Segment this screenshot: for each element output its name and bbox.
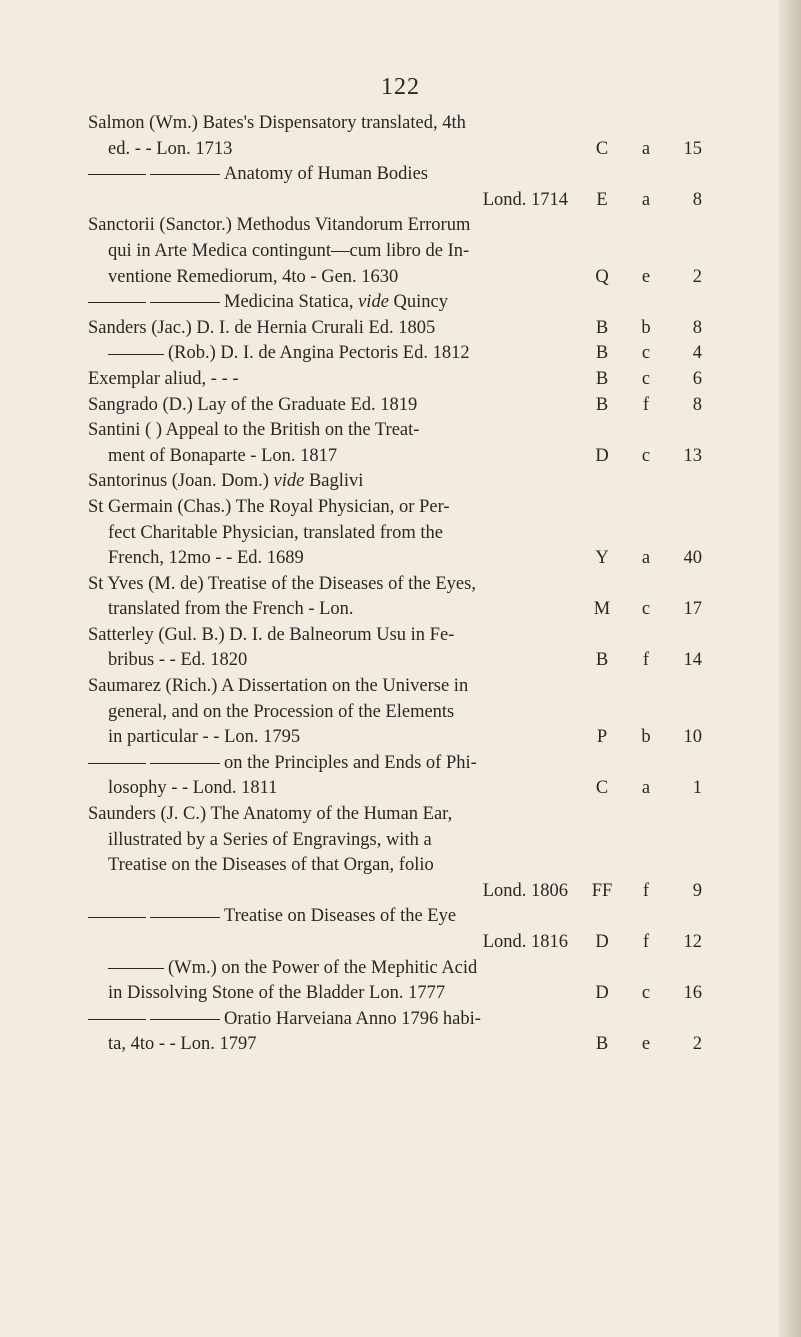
entry-text: (Rob.) D. I. de Angina Pectoris Ed. 1812 <box>168 343 470 364</box>
shelf-code: a <box>641 548 651 569</box>
catalogue-line <box>0 162 801 188</box>
entry-text: Santorinus (Joan. Dom.) vide Baglivi <box>88 471 364 492</box>
shelf-code: 1 <box>692 778 702 799</box>
shelf-code: 8 <box>692 189 702 210</box>
entry-text: Sangrado (D.) Lay of the Graduate Ed. 1819 <box>88 394 418 415</box>
entry-text: on the Principles and Ends of Phi- <box>224 752 477 773</box>
catalogue-line <box>0 1007 801 1033</box>
shelf-code: 13 <box>683 445 702 466</box>
shelf-code: 16 <box>683 983 702 1004</box>
shelf-code: c <box>641 599 651 620</box>
shelf-code: 4 <box>692 343 702 364</box>
entry-text: general, and on the Procession of the Elements <box>108 701 455 722</box>
ditto-dashes <box>108 956 477 982</box>
shelf-code: 2 <box>692 1034 702 1055</box>
catalogue-line <box>0 521 801 547</box>
entry-text: French, 12mo - - Ed. 1689 <box>108 548 304 569</box>
entry-text: Satterley (Gul. B.) D. I. de Balneorum Usu in Fe- <box>88 624 455 645</box>
shelf-code: f <box>642 394 650 415</box>
catalogue-line <box>0 213 801 239</box>
ditto-dash <box>150 763 220 764</box>
entry-text: ventione Remediorum, 4to - Gen. 1630 <box>108 266 399 287</box>
catalogue-line <box>0 239 801 265</box>
catalogue-line <box>0 341 801 367</box>
shelf-code: 10 <box>683 727 702 748</box>
entry-text: ment of Bonaparte - Lon. 1817 <box>108 445 338 466</box>
ditto-dashes <box>88 162 428 188</box>
catalogue-line <box>0 265 801 291</box>
catalogue-line <box>0 776 801 802</box>
shelf-code: FF <box>591 880 613 901</box>
entry-text: ta, 4to - - Lon. 1797 <box>108 1034 257 1055</box>
entry-text: Medicina Statica, vide Quincy <box>224 292 448 313</box>
shelf-code: 9 <box>692 880 702 901</box>
ditto-dash <box>150 917 220 918</box>
catalogue-entries <box>0 111 801 1058</box>
ditto-dash <box>150 1019 220 1020</box>
entry-text: Saumarez (Rich.) A Dissertation on the Universe in <box>88 676 469 697</box>
entry-text: losophy - - Lond. 1811 <box>108 778 278 799</box>
ditto-dashes <box>108 341 470 367</box>
ditto-dashes <box>88 751 477 777</box>
catalogue-line <box>0 981 801 1007</box>
entry-text: Sanctorii (Sanctor.) Methodus Vitandorum Errorum <box>88 215 471 236</box>
shelf-code: f <box>642 650 650 671</box>
catalogue-line <box>0 802 801 828</box>
ditto-dash <box>88 763 146 764</box>
entry-text: St Germain (Chas.) The Royal Physician, or Per- <box>88 496 450 517</box>
catalogue-line <box>0 572 801 598</box>
shelf-code: c <box>641 343 651 364</box>
entry-text: Treatise on the Diseases of that Organ, folio <box>108 855 434 876</box>
shelf-code: c <box>641 368 651 389</box>
entry-text: ed. - - Lon. 1713 <box>108 138 233 159</box>
catalogue-line <box>0 188 801 214</box>
catalogue-line <box>0 879 801 905</box>
ditto-dashes <box>88 290 448 316</box>
catalogue-line <box>0 111 801 137</box>
ditto-dash <box>150 302 220 303</box>
shelf-code: b <box>641 317 651 338</box>
entry-text: in Dissolving Stone of the Bladder Lon. 1777 <box>108 983 446 1004</box>
shelf-code: B <box>595 1034 609 1055</box>
entry-text: Santini ( ) Appeal to the British on the Treat- <box>88 420 420 441</box>
entry-text: Treatise on Diseases of the Eye <box>224 906 457 927</box>
entry-text: Anatomy of Human Bodies <box>224 164 428 185</box>
entry-text: Lond. 1816 <box>482 932 568 952</box>
entry-text: (Wm.) on the Power of the Mephitic Acid <box>168 957 478 978</box>
entry-text: Saunders (J. C.) The Anatomy of the Human Ear, <box>88 804 453 825</box>
entry-text: Salmon (Wm.) Bates's Dispensatory translated, 4th <box>88 113 466 133</box>
ditto-dash <box>88 1019 146 1020</box>
ditto-dash <box>88 917 146 918</box>
shelf-code: 2 <box>692 266 702 287</box>
shelf-code: 12 <box>683 932 702 952</box>
entry-text: Exemplar aliud, - - - <box>88 368 239 389</box>
shelf-code: b <box>641 727 651 748</box>
shelf-code: B <box>595 317 609 338</box>
catalogue-line <box>0 674 801 700</box>
shelf-code: c <box>641 445 651 466</box>
catalogue-line <box>0 930 801 956</box>
entry-text: qui in Arte Medica contingunt—cum libro de In- <box>108 240 470 261</box>
entry-text: Sanders (Jac.) D. I. de Hernia Crurali Ed. 1805 <box>88 317 436 338</box>
shelf-code: 8 <box>692 394 702 415</box>
ditto-dash <box>88 174 146 175</box>
shelf-code: f <box>642 880 650 901</box>
shelf-code: Y <box>595 548 609 569</box>
ditto-dashes <box>88 904 456 930</box>
ditto-dash <box>88 302 146 303</box>
shelf-code: c <box>641 983 651 1004</box>
ditto-dash <box>108 968 164 969</box>
entry-text: bribus - - Ed. 1820 <box>108 650 248 671</box>
catalogue-line <box>0 367 801 393</box>
entry-text: St Yves (M. de) Treatise of the Diseases of the Eyes, <box>88 573 476 594</box>
ditto-dash <box>150 174 220 175</box>
entry-text: Oratio Harveiana Anno 1796 habi- <box>224 1008 481 1029</box>
entry-text: in particular - - Lon. 1795 <box>108 727 301 748</box>
catalogue-line <box>0 648 801 674</box>
catalogue-line <box>0 1032 801 1058</box>
shelf-code: e <box>641 1034 651 1055</box>
catalogue-line <box>0 725 801 751</box>
catalogue-line <box>0 495 801 521</box>
shelf-code: P <box>596 727 608 748</box>
shelf-code: 40 <box>683 548 702 569</box>
shelf-code: M <box>593 599 611 620</box>
shelf-code: B <box>595 650 609 671</box>
entry-text: fect Charitable Physician, translated from the <box>108 522 443 543</box>
shelf-code: B <box>595 343 609 364</box>
entry-text: translated from the French - Lon. <box>108 599 354 620</box>
catalogue-line <box>0 956 801 982</box>
entry-text: Lond. 1714 <box>482 189 568 210</box>
shelf-code: B <box>595 368 609 389</box>
catalogue-line <box>0 290 801 316</box>
catalogue-line <box>0 546 801 572</box>
shelf-code: Q <box>595 266 609 287</box>
catalogue-line <box>0 393 801 419</box>
catalogue-line <box>0 700 801 726</box>
shelf-code: D <box>595 983 609 1004</box>
catalogue-line <box>0 828 801 854</box>
shelf-code: 8 <box>692 317 702 338</box>
catalogue-line <box>0 597 801 623</box>
catalogue-line <box>0 904 801 930</box>
catalogue-line <box>0 418 801 444</box>
shelf-code: 14 <box>683 650 702 671</box>
catalogue-line <box>0 316 801 342</box>
shelf-code: 15 <box>683 138 702 159</box>
shelf-code: a <box>641 778 651 799</box>
shelf-code: f <box>642 932 650 952</box>
shelf-code: B <box>595 394 609 415</box>
entry-text: Lond. 1806 <box>482 880 568 901</box>
catalogue-line <box>0 444 801 470</box>
shelf-code: D <box>595 445 609 466</box>
catalogue-line <box>0 751 801 777</box>
shelf-code: 6 <box>692 368 702 389</box>
entry-text: illustrated by a Series of Engravings, with a <box>108 829 432 850</box>
catalogue-line <box>0 137 801 163</box>
catalogue-line <box>0 623 801 649</box>
shelf-code: E <box>596 189 608 210</box>
shelf-code: C <box>595 138 609 159</box>
page-number: 122 <box>381 74 420 100</box>
catalogue-line <box>0 853 801 879</box>
ditto-dash <box>108 354 164 355</box>
shelf-code: C <box>595 778 609 799</box>
shelf-code: 17 <box>683 599 702 620</box>
shelf-code: a <box>641 189 651 210</box>
shelf-code: e <box>641 266 651 287</box>
ditto-dashes <box>88 1007 481 1033</box>
catalogue-line <box>0 469 801 495</box>
shelf-code: D <box>595 932 609 952</box>
shelf-code: a <box>641 138 651 159</box>
